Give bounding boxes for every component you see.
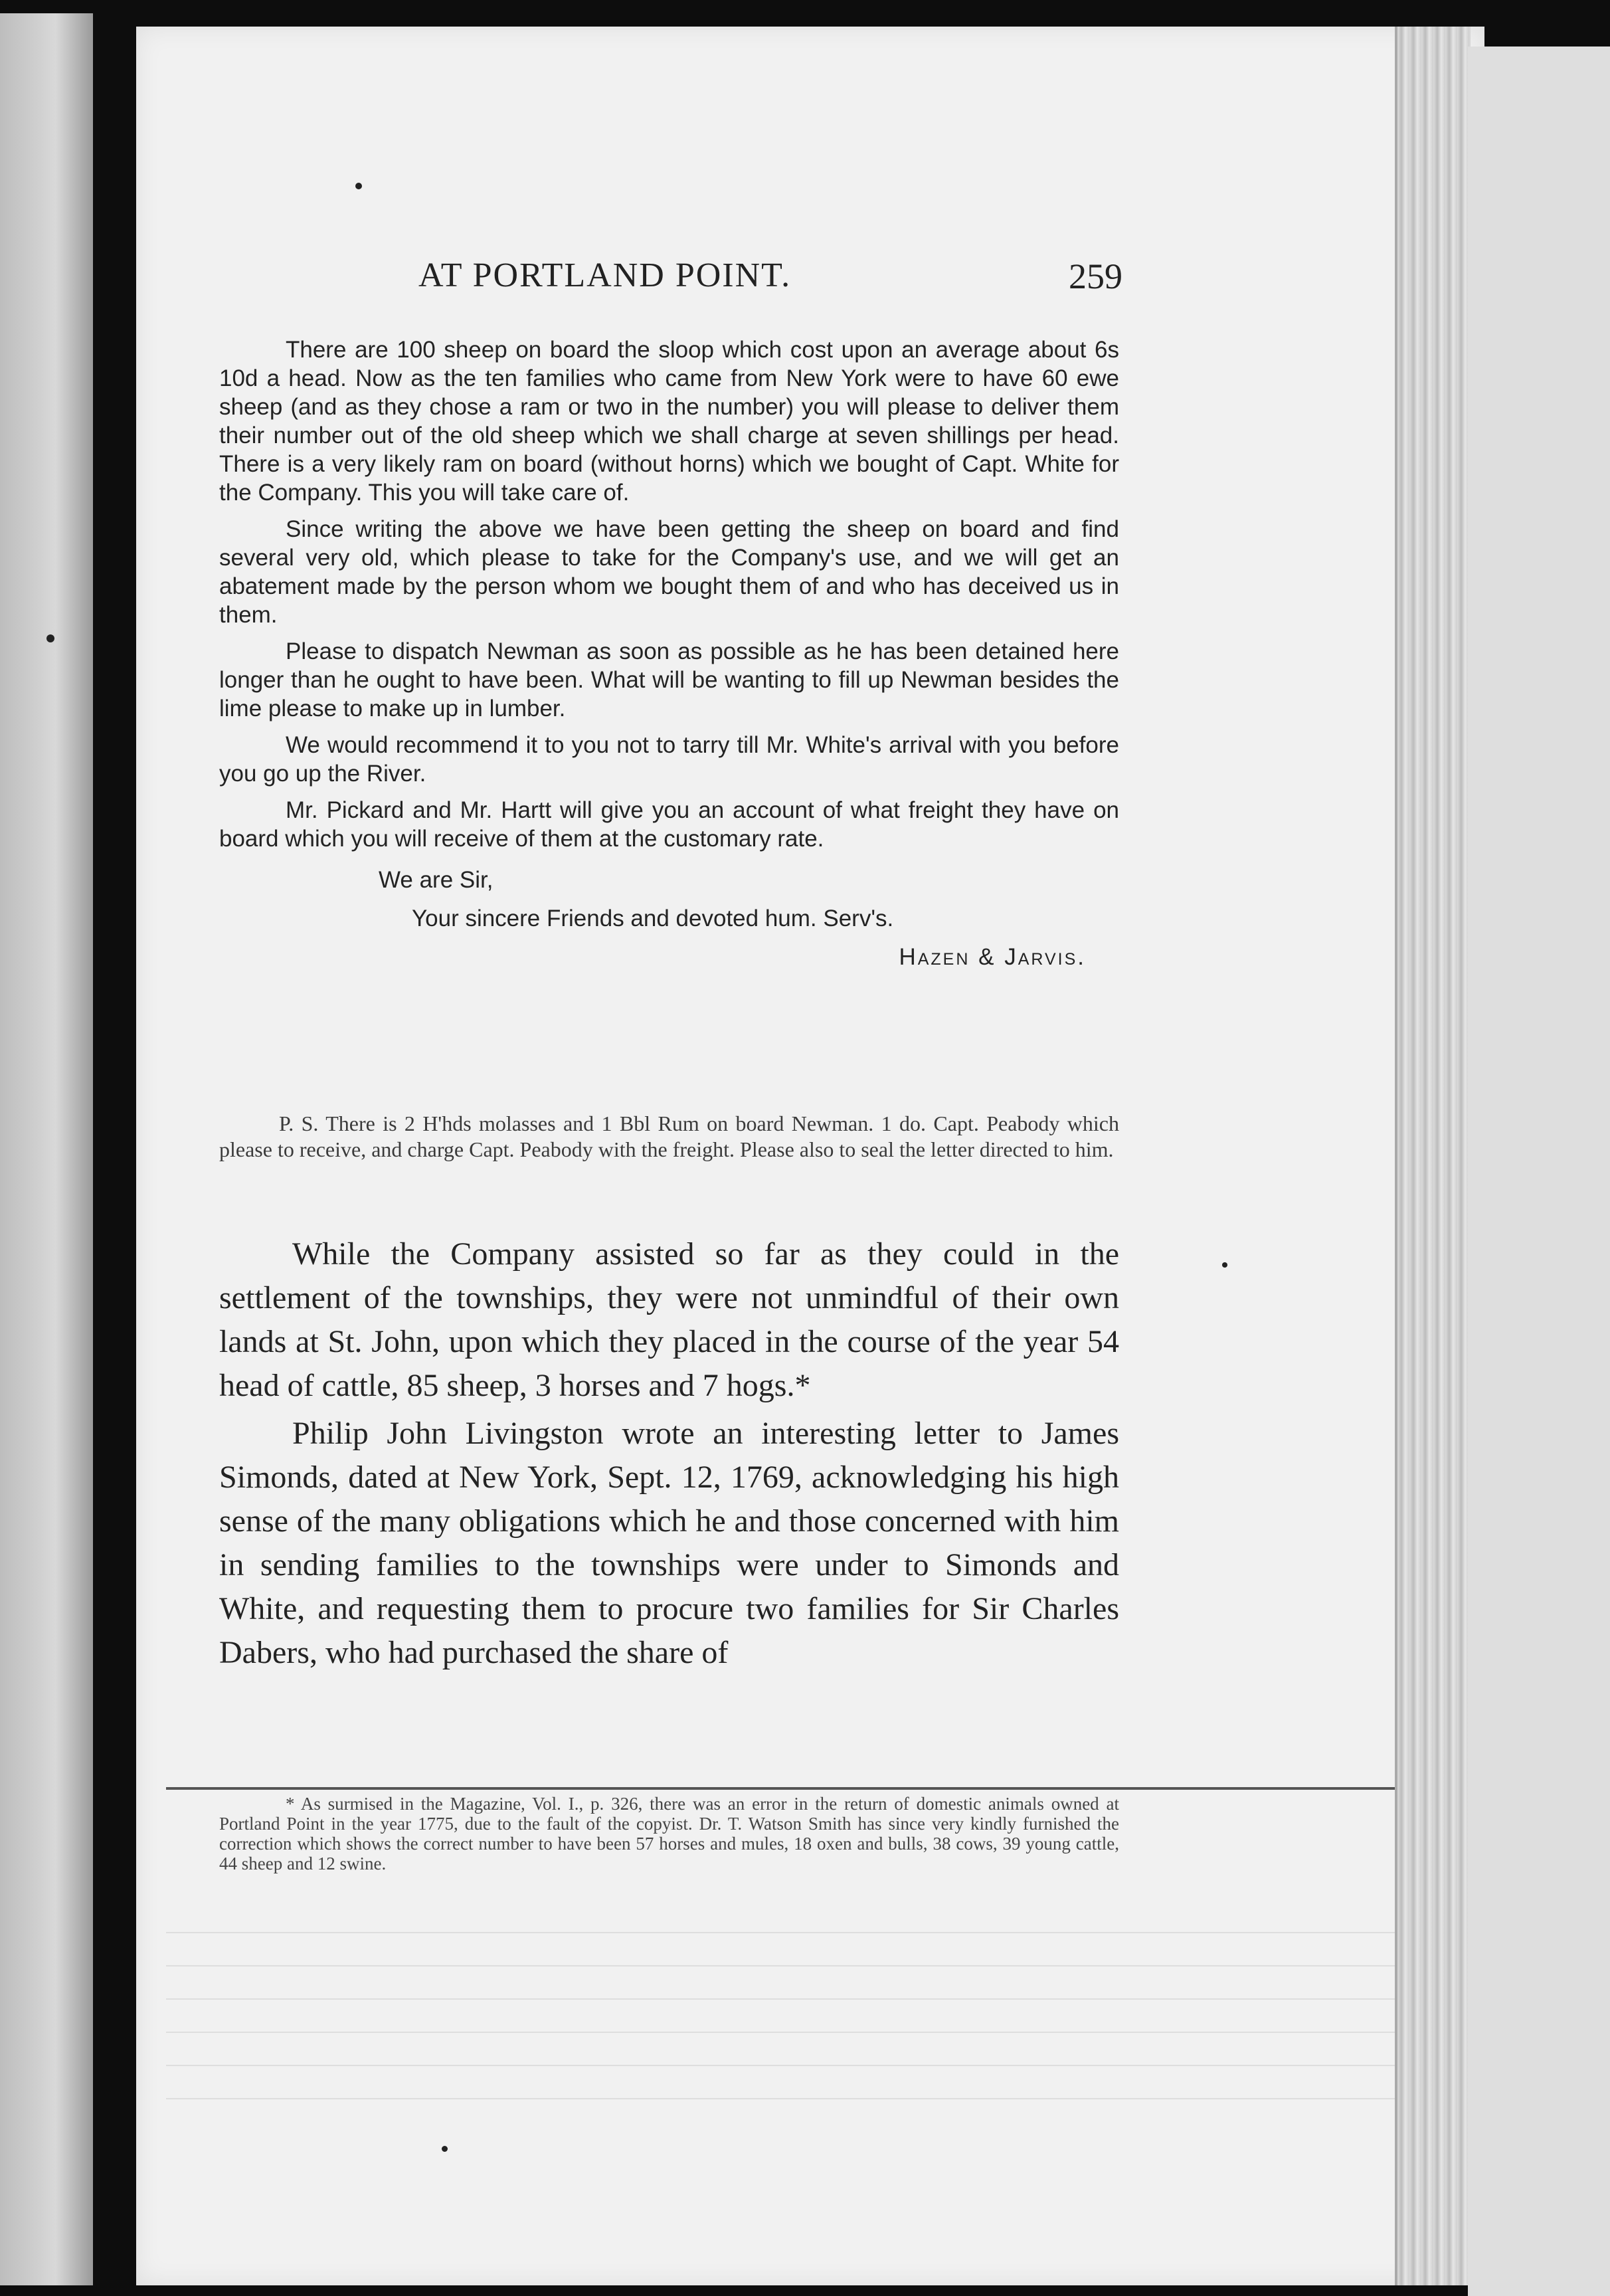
body-text (219, 1232, 1119, 1679)
running-head (418, 256, 1122, 302)
postscript (219, 1111, 1119, 1163)
background-strip (1468, 47, 1610, 2296)
page-stack-edge (1395, 27, 1471, 2285)
ink-speck (442, 2146, 448, 2152)
body-paragraph: While the Company assisted so far as they could in the settlement of the townships, they were not unmindful of their own lands at St. John, upon which they placed in the course of the year 54 head of cattle, 85 sheep, 3 horses and 7 hogs.* (219, 1236, 1119, 1403)
letter-paragraph: Mr. Pickard and Mr. Hartt will give you an account of what freight they have on board which you will receive of them at the customary rate. (219, 797, 1119, 852)
footnote (219, 1794, 1119, 1873)
letter-paragraph: Please to dispatch Newman as soon as possible as he has been detained here longer than he ought to have been. What will be wanting to fill up Newman besides the lime please to make up in lumber. (219, 638, 1119, 721)
adjacent-page-edge (0, 13, 93, 2285)
page-number: 259 (1069, 256, 1122, 296)
postscript-text: P. S. There is 2 H'hds molasses and 1 Bbl Rum on board Newman. 1 do. Capt. Peabody which please to receive, and charge Capt. Peabody with the freight. Please also to seal the letter directed to him. (219, 1111, 1119, 1161)
running-title: AT PORTLAND POINT. (418, 256, 792, 294)
footnote-rule (166, 1787, 1395, 1790)
show-through-lines (166, 1900, 1395, 2099)
closing-salutation: We are Sir, (379, 867, 493, 893)
ink-speck (1222, 1262, 1227, 1268)
body-paragraph: Philip John Livingston wrote an interesting letter to James Simonds, dated at New York, Sept. 12, 1769, acknowledging his high sense of the many obligations which he and those concerned with him in sending families to the townships were under to Simonds and White, and requesting them to procure two families for Sir Charles Dabers, who had purchased the share of (219, 1416, 1119, 1670)
letter-closing (219, 861, 1119, 977)
letter-paragraph: Since writing the above we have been getting the sheep on board and find several very old, which please to take for the Company's use, and we will get an abatement made by the person whom we bought them of and who has deceived us in them. (219, 516, 1119, 628)
ink-speck (46, 634, 54, 642)
footnote-text: * As surmised in the Magazine, Vol. I., p. 326, there was an error in the return of domestic animals owned at Portland Point in the year 1775, due to the fault of the copyist. Dr. T. Watson Smith has since very kindly furnished the correction which shows the correct number to have been 57 horses and mules, 18 oxen and bulls, 38 cows, 39 young cattle, 44 sheep and 12 swine. (219, 1794, 1119, 1873)
letter-signature: Hazen & Jarvis. (899, 944, 1086, 970)
letter-paragraph: We would recommend it to you not to tarry till Mr. White's arrival with you before you go up the River. (219, 732, 1119, 787)
ink-speck (355, 183, 362, 189)
quoted-letter (219, 335, 1119, 977)
closing-line: Your sincere Friends and devoted hum. Serv's. (412, 906, 894, 931)
letter-paragraph: There are 100 sheep on board the sloop which cost upon an average about 6s 10d a head. Now as the ten families who came from New York were to have 60 ewe sheep (and as they chose a ram or two in the number) you will please to deliver them their number out of the old sheep which we shall charge at seven shillings per head. There is a very likely ram on board (without horns) which we bought of Capt. White for the Company. This you will take care of. (219, 337, 1119, 506)
